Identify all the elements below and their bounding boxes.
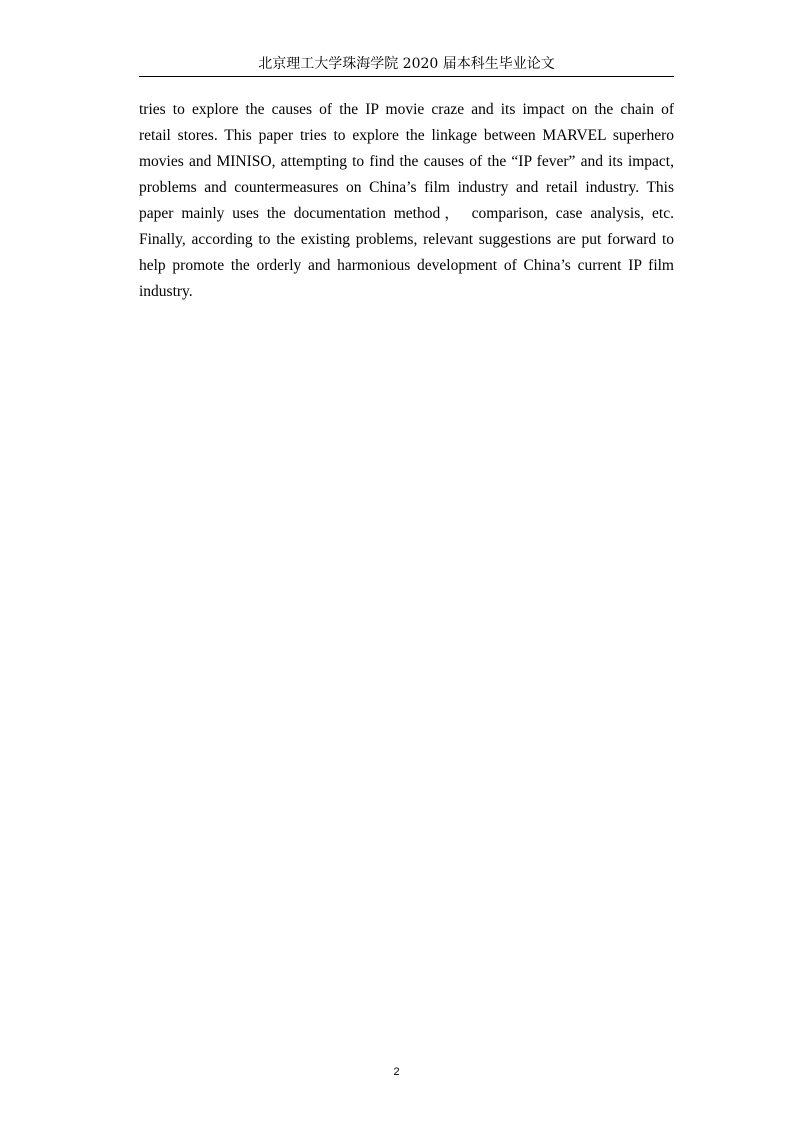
paragraph-line: tries to explore the causes of the IP movie craze and its impact on the chain of [139, 101, 674, 118]
paragraph-line: industry. [139, 283, 193, 300]
abstract-paragraph [139, 97, 674, 305]
header-title: 北京理工大学珠海学院 2020 届本科生毕业论文 [258, 56, 555, 72]
paragraph-line: movies and MINISO, attempting to find the causes of the “IP fever” and its impact, [139, 153, 674, 170]
paragraph-line: paper mainly uses the documentation method， comparison, case analysis, etc. [139, 205, 674, 222]
page-number: 2 [393, 1066, 400, 1078]
paragraph-line: Finally, according to the existing problems, relevant suggestions are put forward to [139, 231, 674, 248]
paragraph-line: retail stores. This paper tries to explore the linkage between MARVEL superhero [139, 127, 674, 144]
paragraph-line: problems and countermeasures on China’s film industry and retail industry. This [139, 179, 674, 196]
paragraph-line: help promote the orderly and harmonious development of China’s current IP film [139, 257, 674, 274]
page-header [139, 54, 674, 77]
